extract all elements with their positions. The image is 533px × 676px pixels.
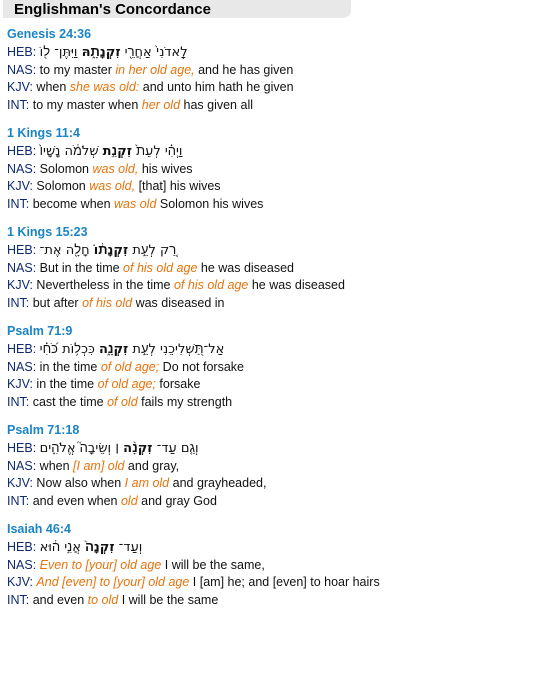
- kjv-text-pre: in the time: [36, 377, 98, 391]
- heb-label: HEB:: [7, 540, 37, 554]
- int-text-pre: and even: [32, 592, 88, 607]
- kjv-text-pre: when: [36, 80, 70, 94]
- kjv-text-post: [that] his wives: [135, 179, 221, 193]
- hebrew-text-pre: רַ֚ק לְעֵ֣ת: [128, 243, 177, 258]
- int-text-pre: and even when: [32, 493, 121, 508]
- verse-reference-link[interactable]: Psalm 71:9: [7, 324, 73, 338]
- hebrew-keyword: זִקְנָת֔וֹ: [93, 243, 129, 258]
- kjv-line: [7, 574, 527, 592]
- kjv-text-post: and grayheaded,: [169, 476, 267, 490]
- int-line: [7, 295, 527, 313]
- concordance-entries: [7, 26, 527, 620]
- hebrew-text-pre: וַיְהִ֗י לְעֵת֙: [131, 144, 183, 159]
- hebrew-keyword: זִקְנָתָ֑הּ: [81, 45, 121, 60]
- hebrew-keyword: זִקְנָה֙: [85, 540, 115, 555]
- heb-label: HEB:: [7, 144, 37, 158]
- hebrew-text-post: חָלָ֖ה אֶת־: [39, 243, 94, 258]
- int-label: INT:: [7, 196, 30, 211]
- nas-highlight: was old,: [92, 161, 139, 176]
- entry-1-kings-11-4: [7, 125, 527, 213]
- nas-highlight: in her old age,: [115, 62, 195, 77]
- nas-line: [7, 557, 527, 575]
- int-label: INT:: [7, 295, 30, 310]
- nas-text-pre: Solomon: [39, 161, 93, 176]
- int-text-post: I will be the same: [118, 592, 219, 607]
- hebrew-text-post: שְׁלֹמֹ֔ה נָשָׁיו֙: [39, 144, 103, 159]
- int-line: [7, 97, 527, 115]
- int-text-pre: but after: [32, 295, 83, 310]
- int-highlight: old: [120, 493, 138, 508]
- heb-line: [7, 440, 527, 458]
- heb-line: [7, 341, 527, 359]
- kjv-text-post: he was diseased: [248, 278, 345, 292]
- kjv-label: KJV:: [7, 377, 33, 391]
- int-highlight: of old: [107, 394, 138, 409]
- nas-label: NAS:: [7, 161, 37, 176]
- heb-line: [7, 539, 527, 557]
- int-label: INT:: [7, 394, 30, 409]
- kjv-highlight: And [even] to [your] old age: [36, 575, 190, 589]
- nas-text-pre: But in the time: [39, 260, 124, 275]
- kjv-text-post: I [am] he; and [even] to hoar hairs: [189, 575, 380, 589]
- int-label: INT:: [7, 592, 30, 607]
- kjv-highlight: of old age;: [97, 377, 156, 391]
- kjv-label: KJV:: [7, 476, 33, 490]
- nas-text-pre: to my master: [39, 62, 116, 77]
- nas-highlight: Even to [your] old age: [39, 557, 162, 572]
- kjv-label: KJV:: [7, 575, 33, 589]
- kjv-text-post: forsake: [155, 377, 201, 391]
- hebrew-text: [40, 540, 143, 555]
- hebrew-keyword: זִקְנָ֑ה: [98, 342, 129, 357]
- hebrew-text-post: אֲנִ֣י ה֔וּא: [39, 540, 86, 555]
- kjv-line: [7, 277, 527, 295]
- int-text-pre: to my master when: [32, 97, 142, 112]
- kjv-line: [7, 376, 527, 394]
- int-highlight: her old: [141, 97, 181, 112]
- int-line: [7, 394, 527, 412]
- entry-genesis-24-36: [7, 26, 527, 114]
- heb-line: [7, 143, 527, 161]
- int-text-pre: cast the time: [32, 394, 108, 409]
- int-text-post: has given all: [180, 97, 253, 112]
- nas-highlight: of his old age: [123, 260, 198, 275]
- hebrew-text: [40, 144, 183, 159]
- hebrew-text: [40, 342, 225, 357]
- hebrew-keyword: זִקְנָ֨ה: [123, 441, 153, 456]
- nas-text-pre: in the time: [39, 359, 101, 374]
- nas-text-post: Do not forsake: [159, 359, 244, 374]
- nas-label: NAS:: [7, 359, 37, 374]
- hebrew-text: [40, 243, 176, 258]
- verse-reference-link[interactable]: Isaiah 46:4: [7, 522, 71, 536]
- int-highlight: of his old: [82, 295, 133, 310]
- nas-text-post: he was diseased: [197, 260, 294, 275]
- entry-psalm-71-18: [7, 422, 527, 510]
- hebrew-text-pre: לַֽאדֹנִי֙ אַחֲרֵ֖י: [120, 45, 188, 60]
- hebrew-text: [40, 441, 199, 456]
- kjv-highlight: she was old:: [69, 80, 140, 94]
- int-line: [7, 196, 527, 214]
- nas-label: NAS:: [7, 557, 37, 572]
- verse-reference-link[interactable]: 1 Kings 15:23: [7, 225, 88, 239]
- int-text-post: and gray God: [137, 493, 217, 508]
- heb-label: HEB:: [7, 243, 37, 257]
- nas-text-post: his wives: [138, 161, 193, 176]
- kjv-text-pre: Nevertheless in the time: [36, 278, 174, 292]
- hebrew-keyword: זִקְנַ֣ת: [102, 144, 132, 159]
- nas-text-pre: when: [39, 458, 74, 473]
- hebrew-text-pre: אַל־תַּ֭שְׁלִיכֵנִי לְעֵ֣ת: [128, 342, 225, 357]
- hebrew-text-post: ׀ וְשֵׂיבָה֮ אֱלֹהִ֪ים: [39, 441, 124, 456]
- kjv-text-post: and unto him hath he given: [139, 80, 294, 94]
- kjv-label: KJV:: [7, 278, 33, 292]
- kjv-label: KJV:: [7, 80, 33, 94]
- kjv-line: [7, 178, 527, 196]
- page-title: Englishman's Concordance: [14, 1, 211, 18]
- kjv-text-pre: Now also when: [36, 476, 125, 490]
- hebrew-text-post: וַיִּתֶּן־ ל֖וֹ: [39, 45, 82, 60]
- nas-line: [7, 260, 527, 278]
- heb-label: HEB:: [7, 342, 37, 356]
- nas-line: [7, 458, 527, 476]
- entry-1-kings-15-23: [7, 224, 527, 312]
- kjv-line: [7, 79, 527, 97]
- verse-reference-link[interactable]: 1 Kings 11:4: [7, 126, 80, 140]
- hebrew-text-pre: וְעַד־: [114, 540, 143, 555]
- nas-label: NAS:: [7, 458, 37, 473]
- nas-text-post: and gray,: [124, 458, 180, 473]
- nas-text-post: and he has given: [194, 62, 294, 77]
- int-text-post: Solomon his wives: [156, 196, 264, 211]
- nas-highlight: of old age;: [100, 359, 160, 374]
- kjv-highlight: was old,: [89, 179, 136, 193]
- kjv-line: [7, 475, 527, 493]
- kjv-highlight: I am old: [124, 476, 170, 490]
- kjv-text-pre: Solomon: [36, 179, 90, 193]
- int-highlight: was old: [114, 196, 157, 211]
- entry-psalm-71-9: [7, 323, 527, 411]
- nas-line: [7, 359, 527, 377]
- nas-highlight: [I am] old: [73, 458, 125, 473]
- int-text-pre: become when: [32, 196, 115, 211]
- heb-line: [7, 242, 527, 260]
- concordance-header: [3, 0, 351, 18]
- int-label: INT:: [7, 97, 30, 112]
- int-line: [7, 592, 527, 610]
- verse-reference-link[interactable]: Genesis 24:36: [7, 27, 92, 41]
- nas-text-post: I will be the same,: [161, 557, 265, 572]
- heb-label: HEB:: [7, 441, 37, 455]
- int-label: INT:: [7, 493, 30, 508]
- int-text-post: was diseased in: [132, 295, 225, 310]
- nas-label: NAS:: [7, 62, 37, 77]
- entry-isaiah-46-4: [7, 521, 527, 609]
- int-text-post: fails my strength: [137, 394, 233, 409]
- int-line: [7, 493, 527, 511]
- nas-label: NAS:: [7, 260, 37, 275]
- hebrew-text-post: כִּכְל֥וֹת כֹּ֝חִ֗י: [39, 342, 99, 357]
- hebrew-text: [40, 45, 188, 60]
- verse-reference-link[interactable]: Psalm 71:18: [7, 423, 80, 437]
- heb-line: [7, 44, 527, 62]
- heb-label: HEB:: [7, 45, 37, 59]
- int-highlight: to old: [87, 592, 119, 607]
- nas-line: [7, 62, 527, 80]
- kjv-label: KJV:: [7, 179, 33, 193]
- kjv-highlight: of his old age: [173, 278, 249, 292]
- hebrew-text-pre: וְגַ֤ם עַד־: [152, 441, 199, 456]
- nas-line: [7, 161, 527, 179]
